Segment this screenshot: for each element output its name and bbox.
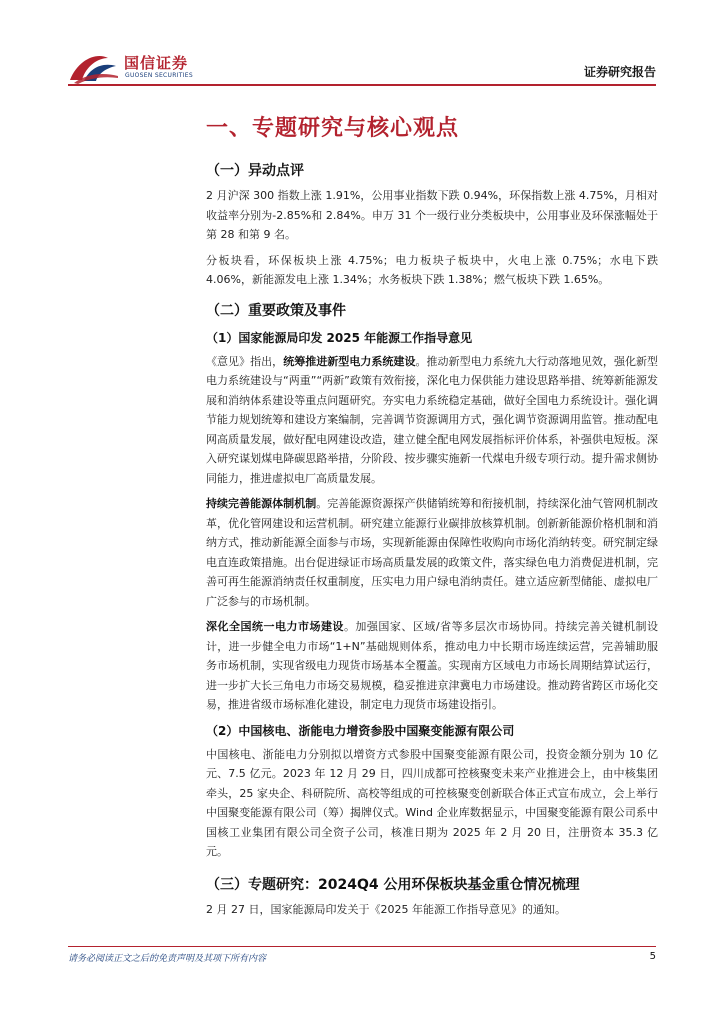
paragraph-research-intro: 2 月 27 日，国家能源局印发关于《2025 年能源工作指导意见》的通知。 (206, 902, 566, 916)
text-run: 。加强国家、区域/省等多层次市场协同。持续完善关键机制设计，进一步健全电力市场“1+N”基础规则体系，推动电力中长期市场连续运营，完善辅助服务市场机制，实现省级电力现货市场基本全覆盖。实现南方区域电力市场长周期结算试运行，进一步扩大长三角电力市场交易规模，稳妥推进京津冀电力市场建设。推动跨省跨区市场化交易，推进省级市场标准化建设，制定电力现货市场建设指引。 (206, 620, 658, 711)
text-run: 。推动新型电力系统九大行动落地见效，强化新型电力系统建设与“两重”“两新”政策有效衔接，深化电力保供能力建设思路举措、统筹新能源发展和消纳体系建设等重点问题研究。夯实电力系统稳定基础，做好全国电力系统设计。强化调节能力规划统筹和建设方案编制，完善调节资源调用方式，强化调节资源调用监管。推动配电网高质量发展，做好配电网建设改造，建立健全配电网发展指标评价体系，补强供电短板。深入研究谋划煤电降碳思路举措，分阶段、按步骤实施新一代煤电升级专项行动。提升需求侧协同能力，推进虚拟电厂高质量发展。 (206, 354, 659, 485)
policy-item-title-2: （2）中国核电、浙能电力增资参股中国聚变能源有限公司 (206, 723, 515, 738)
paragraph-sector-breakdown: 分板块看，环保板块上涨 4.75%；电力板块子板块中，火电上涨 0.75%；水电下跌 4.06%，新能源发电上涨 1.34%；水务板块下跌 1.38%；燃气板块下跌 1.65%。 (206, 253, 658, 286)
bold-keyphrase: 统筹推进新型电力系统建设 (283, 354, 416, 368)
text-run: 《意见》指出， (206, 354, 284, 368)
paragraph-power-system (206, 352, 658, 489)
paragraph-energy-mechanism (206, 494, 658, 611)
page-number: 5 (649, 951, 656, 962)
footer-divider (68, 946, 656, 947)
page-header (0, 0, 724, 90)
bold-keyphrase: 持续完善能源体制机制 (206, 497, 317, 510)
bold-keyphrase: 深化全国统一电力市场建设 (206, 620, 344, 633)
section-title: 一、专题研究与核心观点 (206, 116, 460, 141)
paragraph-market-performance: 2 月沪深 300 指数上涨 1.91%，公用事业指数下跌 0.94%，环保指数上涨 4.75%，月相对收益率分别为-2.85%和 2.84%。申万 31 个一级行业分类板块中，公用事业及环保涨幅处于第 28 和第 9 名。 (206, 189, 658, 241)
subsection-title-policy: （二）重要政策及事件 (206, 302, 346, 319)
text-run: 。完善能源资源探产供储销统筹和衔接机制，持续深化油气管网机制改革，优化管网建设和运营机制。研究建立能源行业碳排放核算机制。创新新能源价格机制和消纳方式，推动新能源全面参与市场，实现新能源由保障性收购向市场化消纳转变。研究制定绿电直连政策措施。出台促进绿证市场高质量发展的政策文件，落实绿色电力消费促进机制，完善可再生能源消纳责任权重制度，压实电力用户绿电消纳责任。建立适应新型储能、虚拟电厂广泛参与的市场机制。 (206, 497, 658, 608)
paragraph-fusion-investment: 中国核电、浙能电力分别拟以增资方式参股中国聚变能源有限公司，投资金额分别为 10 亿元、7.5 亿元。2023 年 12 月 29 日，四川成都可控核聚变未来产业推进会上，由中核集团牵头，25 家央企、科研院所、高校等组成的可控核聚变创新联合体正式宣布成立，会上举行中国聚变能源有限公司（筹）揭牌仪式。Wind 企业库数据显示，中国聚变能源有限公司系中国核工业集团有限公司全资子公司，核准日期为 2025 年 2 月 20 日，注册资本 35.3 亿元。 (206, 747, 658, 858)
report-type-label: 证券研究报告 (583, 65, 656, 79)
subsection-title-research: （三）专题研究：2024Q4 公用环保板块基金重仓情况梳理 (206, 876, 580, 893)
main-content (206, 110, 658, 925)
subsection-title-anomaly: （一）异动点评 (206, 163, 304, 179)
logo-name-en: GUOSEN SECURITIES (125, 72, 194, 79)
disclaimer-note: 请务必阅读正文之后的免责声明及其项下所有内容 (68, 954, 267, 964)
logo-name-cn: 国信证券 (124, 54, 189, 72)
paragraph-power-market (206, 617, 658, 715)
guosen-logo (68, 50, 198, 86)
header-divider (68, 84, 656, 86)
policy-item-title-1: （1）国家能源局印发 2025 年能源工作指导意见 (206, 330, 473, 345)
guosen-logo-icon (68, 50, 120, 84)
